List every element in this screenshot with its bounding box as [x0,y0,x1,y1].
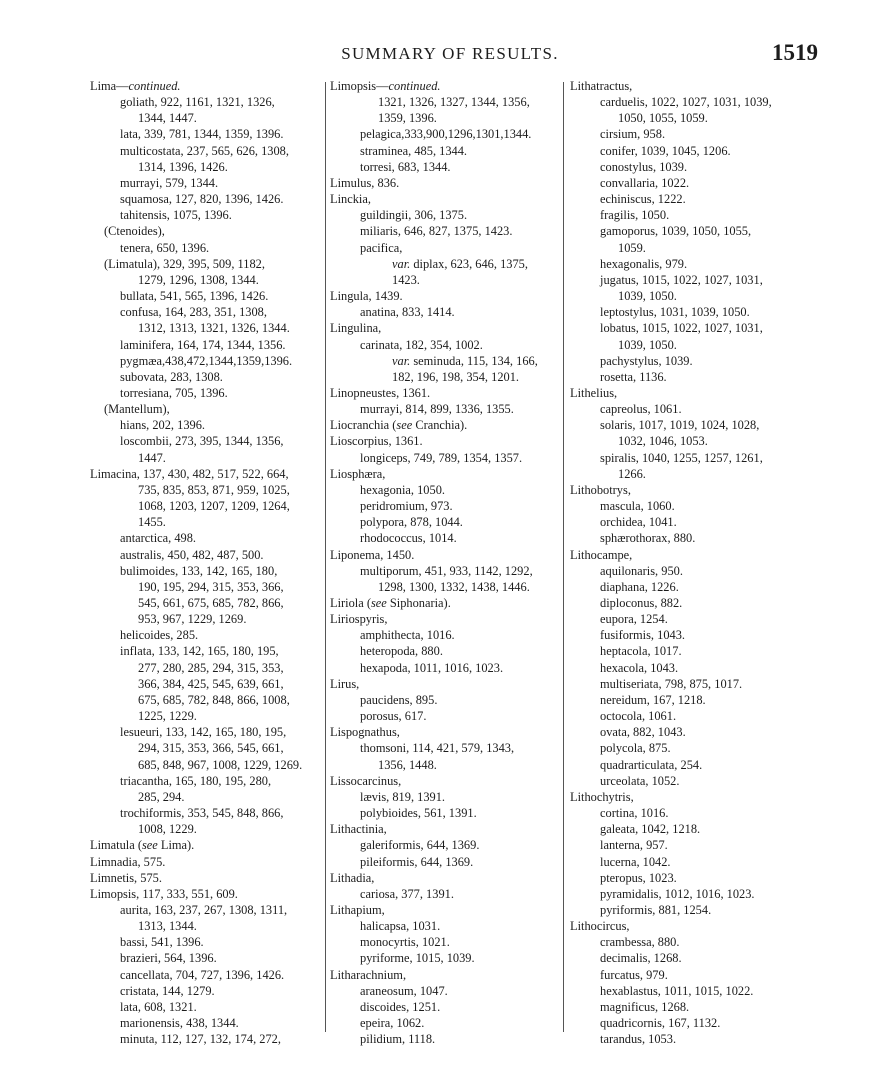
index-entry: echiniscus, 1222. [600,192,686,207]
index-heading: Lithocircus, [570,919,630,934]
index-heading: Lispognathus, [330,725,400,740]
index-entry: pyriformis, 881, 1254. [600,902,712,917]
index-entry: discoides, 1251. [360,999,441,1014]
index-heading: Lithactinia, [330,822,387,837]
index-entry: fusiformis, 1043. [600,628,686,643]
index-entry: pyriforme, 1015, 1039. [360,951,475,966]
index-entry: quadricornis, 167, 1132. [600,1016,721,1031]
running-title: SUMMARY OF RESULTS. [341,44,559,63]
index-entry: subovata, 283, 1308. [120,369,223,384]
index-entry: antarctica, 498. [120,531,197,546]
index-entry: 1312, 1313, 1321, 1326, 1344. [138,321,290,336]
index-entry: amphithecta, 1016. [360,628,455,643]
index-entry: 1032, 1046, 1053. [618,434,708,449]
index-heading: Lirus, [330,676,360,691]
index-entry: cortina, 1016. [600,806,669,821]
index-entry: cariosa, 377, 1391. [360,886,454,901]
index-entry: diaphana, 1226. [600,579,679,594]
index-entry: urceolata, 1052. [600,773,680,788]
index-entry: 1344, 1447. [138,111,197,126]
index-entry: murrayi, 579, 1344. [120,175,219,190]
index-entry: pachystylus, 1039. [600,353,693,368]
index-entry: pilidium, 1118. [360,1032,436,1047]
index-entry: multiseriata, 798, 875, 1017. [600,676,743,691]
index-entry: pacifica, [360,240,403,255]
index-entry: inflata, 133, 142, 165, 180, 195, [120,644,279,659]
index-entry: confusa, 164, 283, 351, 1308, [120,305,267,320]
index-entry: monocyrtis, 1021. [360,935,450,950]
index-entry: cancellata, 704, 727, 1396, 1426. [120,967,285,982]
index-entry: brazieri, 564, 1396. [120,951,217,966]
index-entry: triacantha, 165, 180, 195, 280, [120,773,272,788]
index-entry: 685, 848, 967, 1008, 1229, 1269. [138,757,303,772]
index-entry: lucerna, 1042. [600,854,671,869]
index-entry: (Limatula), 329, 395, 509, 1182, [104,256,265,271]
index-entry: bulimoides, 133, 142, 165, 180, [120,563,278,578]
index-entry: carinata, 182, 354, 1002. [360,337,483,352]
index-entry: 675, 685, 782, 848, 866, 1008, [138,692,290,707]
running-head [0,40,880,74]
index-entry: conostylus, 1039. [600,159,688,174]
index-entry: 1008, 1229. [138,822,197,837]
index-column-3 [570,78,800,1047]
index-entry: halicapsa, 1031. [360,919,441,934]
index-entry: pelagica,333,900,1296,1301,1344. [360,127,532,142]
index-heading: Lingulina, [330,321,382,336]
index-entry: 1068, 1203, 1207, 1209, 1264, [138,499,290,514]
index-entry: polycola, 875. [600,741,671,756]
index-heading: Lithapium, [330,902,385,917]
index-entry: gamoporus, 1039, 1050, 1055, [600,224,752,239]
index-heading: Lithocampe, [570,547,633,562]
index-entry: leptostylus, 1031, 1039, 1050. [600,305,750,320]
index-heading: Lithelius, [570,385,618,400]
index-entry: anatina, 833, 1414. [360,305,455,320]
index-entry: 1279, 1296, 1308, 1344. [138,272,259,287]
index-column-2 [330,78,560,1047]
index-entry: 1225, 1229. [138,709,197,724]
index-entry: sphærothorax, 880. [600,531,696,546]
index-heading: Liriospyris, [330,612,388,627]
index-entry: laminifera, 164, 174, 1344, 1356. [120,337,286,352]
index-entry: squamosa, 127, 820, 1396, 1426. [120,192,284,207]
index-entry: heteropoda, 880. [360,644,443,659]
index-entry: polybioides, 561, 1391. [360,806,477,821]
index-entry: diploconus, 882. [600,596,683,610]
index-entry: convallaria, 1022. [600,175,690,190]
index-entry: 1447. [138,450,166,465]
index-heading: Liponema, 1450. [330,547,415,562]
index-entry: 1423. [392,272,420,287]
index-entry: (Mantellum), [104,402,170,417]
index-heading: Limnadia, 575. [90,854,166,869]
index-entry: hexagonia, 1050. [360,482,445,497]
index-entry: 1266. [618,466,646,481]
index-entry: 1356, 1448. [378,757,437,772]
index-entry: furcatus, 979. [600,967,668,982]
index-heading: Limnetis, 575. [90,870,162,885]
index-entry: magnificus, 1268. [600,999,690,1014]
index-entry: 277, 280, 285, 294, 315, 353, [138,660,284,675]
index-heading: Lingula, 1439. [330,289,403,304]
index-entry: 1314, 1396, 1426. [138,159,228,174]
index-entry: 190, 195, 294, 315, 353, 366, [138,579,284,594]
index-entry: orchidea, 1041. [600,515,677,530]
column-rule [325,82,326,1032]
index-entry: rhodococcus, 1014. [360,531,457,546]
index-entry: torresiana, 705, 1396. [120,385,228,400]
index-entry: lata, 339, 781, 1344, 1359, 1396. [120,127,284,142]
index-entry: tenera, 650, 1396. [120,240,210,255]
index-heading: Lima—continued. [90,79,181,93]
index-entry: murrayi, 814, 899, 1336, 1355. [360,402,514,417]
index-entry: conifer, 1039, 1045, 1206. [600,143,731,158]
index-entry: solaris, 1017, 1019, 1024, 1028, [600,418,760,433]
index-heading: Limacina, 137, 430, 482, 517, 522, 664, [90,466,289,481]
index-entry: pygmæa,438,472,1344,1359,1396. [120,353,293,368]
index-heading: Lithatractus, [570,79,633,93]
index-entry: tarandus, 1053. [600,1032,677,1047]
index-entry: hexapoda, 1011, 1016, 1023. [360,660,504,675]
index-entry: rosetta, 1136. [600,369,667,384]
index-entry: 366, 384, 425, 545, 639, 661, [138,676,284,691]
index-entry: lobatus, 1015, 1022, 1027, 1031, [600,321,763,336]
index-entry: thomsoni, 114, 421, 579, 1343, [360,741,515,756]
index-heading: Liocranchia (see Cranchia). [330,418,468,433]
index-heading: Limopsis—continued. [330,79,441,93]
page-number: 1519 [772,40,818,65]
index-entry: cristata, 144, 1279. [120,983,215,998]
index-entry: 953, 967, 1229, 1269. [138,612,247,627]
index-entry: epeira, 1062. [360,1016,425,1031]
index-entry: helicoides, 285. [120,628,199,643]
index-entry: lanterna, 957. [600,838,668,853]
index-entry: australis, 450, 482, 487, 500. [120,547,264,562]
index-heading: Lissocarcinus, [330,773,402,788]
index-entry: jugatus, 1015, 1022, 1027, 1031, [600,272,763,287]
index-entry: octocola, 1061. [600,709,677,724]
index-entry: 1313, 1344. [138,919,197,934]
index-entry: goliath, 922, 1161, 1321, 1326, [120,95,275,110]
index-entry: aurita, 163, 237, 267, 1308, 1311, [120,902,288,917]
index-entry: 545, 661, 675, 685, 782, 866, [138,596,284,610]
index-heading: Limatula (see Lima). [90,838,195,853]
index-entry: (Ctenoides), [104,224,165,239]
index-entry: mascula, 1060. [600,499,675,514]
index-entry: pileiformis, 644, 1369. [360,854,474,869]
index-entry: miliaris, 646, 827, 1375, 1423. [360,224,513,239]
index-entry: araneosum, 1047. [360,983,448,998]
index-entry: 1039, 1050. [618,289,677,304]
index-entry: eupora, 1254. [600,612,668,627]
index-entry: galeriformis, 644, 1369. [360,838,480,853]
index-heading: Lithadia, [330,870,375,885]
index-heading: Limopsis, 117, 333, 551, 609. [90,886,238,901]
index-entry: ovata, 882, 1043. [600,725,686,740]
index-entry: 1359, 1396. [378,111,437,126]
index-entry: 1321, 1326, 1327, 1344, 1356, [378,95,530,110]
index-column-1 [90,78,322,1047]
index-entry: 1455. [138,515,166,530]
index-entry: multiporum, 451, 933, 1142, 1292, [360,563,533,578]
index-heading: Liosphæra, [330,466,386,481]
index-entry: pyramidalis, 1012, 1016, 1023. [600,886,755,901]
index-entry: quadrarticulata, 254. [600,757,703,772]
index-entry: heptacola, 1017. [600,644,682,659]
index-heading: Litharachnium, [330,967,407,982]
index-entry: longiceps, 749, 789, 1354, 1357. [360,450,523,465]
index-entry: lata, 608, 1321. [120,999,197,1014]
index-entry: spiralis, 1040, 1255, 1257, 1261, [600,450,763,465]
index-entry: cirsium, 958. [600,127,666,142]
index-entry: nereidum, 167, 1218. [600,692,706,707]
index-entry: torresi, 683, 1344. [360,159,451,174]
index-entry: bassi, 541, 1396. [120,935,204,950]
column-rule [563,82,564,1032]
index-heading: Liriola (see Siphonaria). [330,596,451,610]
index-entry: 1050, 1055, 1059. [618,111,708,126]
index-entry: tahitensis, 1075, 1396. [120,208,232,223]
index-entry: porosus, 617. [360,709,427,724]
index-entry: crambessa, 880. [600,935,680,950]
index-entry: fragilis, 1050. [600,208,670,223]
index-entry: 285, 294. [138,789,185,804]
index-entry: decimalis, 1268. [600,951,682,966]
index-entry: hexagonalis, 979. [600,256,688,271]
index-entry: aquilonaris, 950. [600,563,683,578]
index-entry: 735, 835, 853, 871, 959, 1025, [138,482,290,497]
index-entry: 1059. [618,240,646,255]
index-heading: Limulus, 836. [330,175,400,190]
index-entry: trochiformis, 353, 545, 848, 866, [120,806,284,821]
index-entry: 294, 315, 353, 366, 545, 661, [138,741,284,756]
index-entry: marionensis, 438, 1344. [120,1016,239,1031]
index-entry: hexacola, 1043. [600,660,679,675]
index-entry: carduelis, 1022, 1027, 1031, 1039, [600,95,772,110]
index-entry: minuta, 112, 127, 132, 174, 272, [120,1032,281,1047]
index-entry: guildingii, 306, 1375. [360,208,468,223]
index-entry: lesueuri, 133, 142, 165, 180, 195, [120,725,287,740]
index-entry: loscombii, 273, 395, 1344, 1356, [120,434,284,449]
index-entry: capreolus, 1061. [600,402,682,417]
index-entry: var. seminuda, 115, 134, 166, [392,353,538,368]
index-entry: 1298, 1300, 1332, 1438, 1446. [378,579,530,594]
index-entry: hians, 202, 1396. [120,418,206,433]
index-entry: multicostata, 237, 565, 626, 1308, [120,143,289,158]
index-entry: hexablastus, 1011, 1015, 1022. [600,983,754,998]
index-entry: lævis, 819, 1391. [360,789,446,804]
index-entry: bullata, 541, 565, 1396, 1426. [120,289,269,304]
index-entry: pteropus, 1023. [600,870,677,885]
index-entry: paucidens, 895. [360,692,438,707]
index-entry: peridromium, 973. [360,499,453,514]
index-heading: Linckia, [330,192,371,207]
index-entry: var. diplax, 623, 646, 1375, [392,256,528,271]
index-heading: Lithochytris, [570,789,634,804]
index-heading: Lithobotrys, [570,482,631,497]
index-heading: Linopneustes, 1361. [330,385,431,400]
index-heading: Lioscorpius, 1361. [330,434,423,449]
index-entry: polypora, 878, 1044. [360,515,463,530]
index-entry: galeata, 1042, 1218. [600,822,701,837]
index-entry: 182, 196, 198, 354, 1201. [392,369,520,384]
index-entry: straminea, 485, 1344. [360,143,468,158]
index-entry: 1039, 1050. [618,337,677,352]
